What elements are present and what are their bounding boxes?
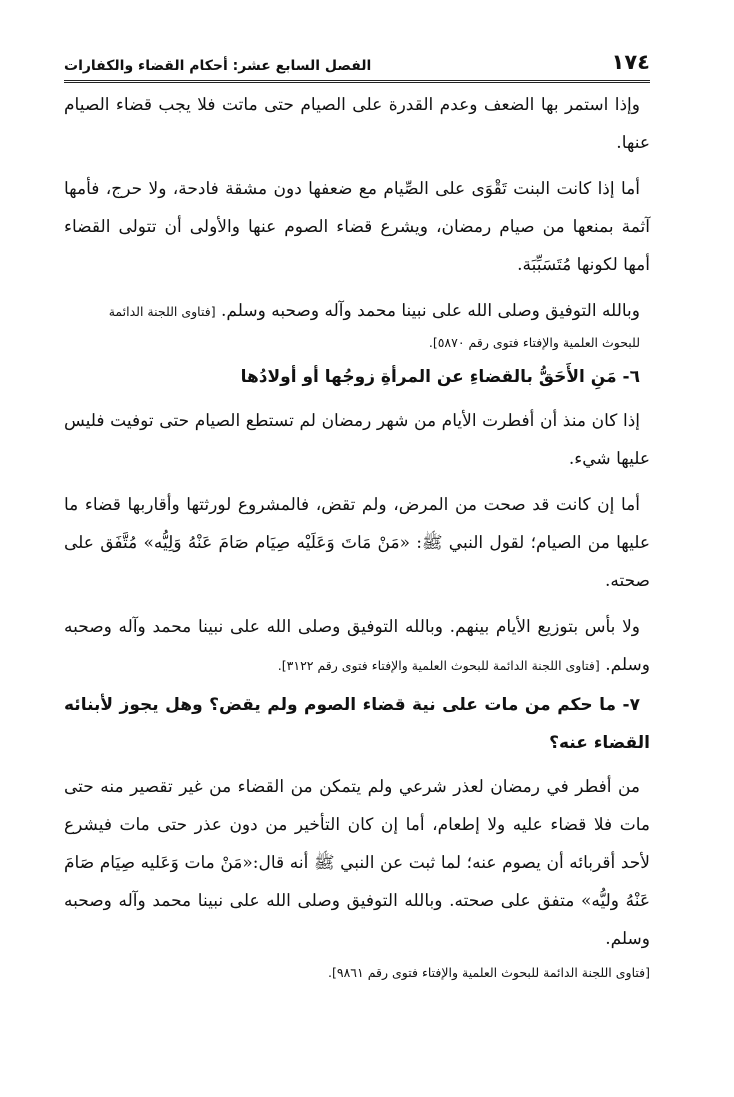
paragraph-5: أما إن كانت قد صحت من المرض، ولم تقض، فالمشروع لورثتها وأقاربها قضاء ما عليها من الصيام؛ لقول النبي ﷺ: «مَنْ مَاتَ وَعَلَيْه صِيَام صَامَ عَنْهُ وَلِيُّه» مُتَّفَق على صحته. [64,495,650,591]
paragraph-7: من أفطر في رمضان لعذر شرعي ولم يتمكن من القضاء من غير تقصير منه حتى مات فلا قضاء عليه ولا إطعام، أما إن كان التأخير من دون عذر حتى مات فيشرع لأحد أقربائه أن يصوم عنه؛ لما ثبت عن النبي ﷺ أنه قال:«مَنْ مات وَعَليه صِيَام صَامَ عَنْهُ وليُّه» متفق على صحته. وبالله التوفيق وصلى الله على نبينا محمد وآله وصحبه وسلم. [64,777,650,949]
fatwa-reference-5870-a: [فتاوى اللجنة الدائمة [108,304,216,319]
running-header [64,40,650,83]
fatwa-reference-5870-b: للبحوث العلمية والإفتاء فتوى رقم ٥٨٧٠]. [428,335,640,350]
paragraph-2: أما إذا كانت البنت تَقْوَى على الصِّيام مع ضعفها دون مشقة فادحة، ولا حرج، فأمها آثمة بمنعها من صيام رمضان، ويشرع قضاء الصوم عنها والأولى أن تتولى القضاء أمها لكونها مُتَسَبِّبَة. [64,179,650,275]
paragraph-6 [64,608,650,684]
paragraph-3-text: وبالله التوفيق وصلى الله على نبينا محمد وآله وصحبه وسلم. [221,301,640,321]
fatwa-reference-9861: [فتاوى اللجنة الدائمة للبحوث العلمية والإفتاء فتوى رقم ٩٨٦١]. [328,965,650,980]
paragraph-6-text: ولا بأس بتوزيع الأيام بينهم. وبالله التوفيق وصلى الله على نبينا محمد وآله وصحبه وسلم. [64,617,650,675]
page-number: ١٧٤ [611,50,650,74]
paragraph-3 [64,292,650,356]
page-body [64,86,650,986]
section-heading-6: ٦- مَنِ الأَحَقُّ بالقضاءِ عن المرأةِ زوجُها أو أولادُها [240,367,640,387]
paragraph-4: إذا كان منذ أن أفطرت الأيام من شهر رمضان لم تستطع الصيام حتى توفيت فليس عليها شيء. [64,411,650,469]
paragraph-1: وإذا استمر بها الضعف وعدم القدرة على الصيام حتى ماتت فلا يجب قضاء الصيام عنها. [64,95,650,153]
fatwa-reference-3122: [فتاوى اللجنة الدائمة للبحوث العلمية والإفتاء فتوى رقم ٣١٢٢]. [277,658,600,673]
chapter-title: الفصل السابع عشر: أحكام القضاء والكفارات [64,58,372,74]
section-heading-7: ٧- ما حكم من مات على نية قضاء الصوم ولم يقض؟ وهل يجوز لأبنائه القضاء عنه؟ [64,695,650,753]
